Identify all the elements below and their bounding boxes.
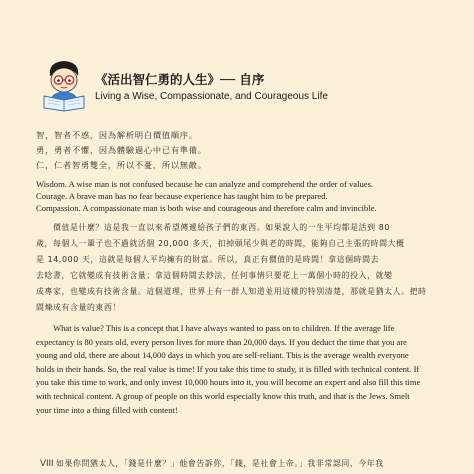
chinese-virtue-line: 仁，仁者智勇雙全，所以不憂，所以無敵。 (36, 160, 207, 170)
chinese-virtue-line: 勇，勇者不懼，因為體驗過心中已有準備。 (36, 145, 207, 155)
paragraph-line: 去唸書，它就變成有技術含量；拿這個時間去鈔法，任何事情只要花上一萬個小時的投入，就變 (36, 271, 393, 280)
paragraph-line: with technical content. A group of people on this world especially know this truth, and that is the Jews. Smelt (36, 390, 410, 401)
english-virtue-line: Courage. A brave man has no fear because experience has taught him to be prepared. (36, 191, 328, 201)
paragraph-line: 是 14,000 天，這就是每個人平均擁有的財富。所以，真正有價值的是時間！拿這個時間去 (36, 255, 380, 264)
continuation-line: 如果你問猶太人，「錢是什麼？」他會告訴你，「錢，是社會上帝。」我非常認同，今年我 (56, 459, 384, 468)
english-virtue-line: Wisdom. A wise man is not confused because he can analyze and comprehend the order of values. (36, 179, 374, 189)
paragraph-line: 間煉成有含量的東西！ (36, 303, 121, 312)
page-number: VIII (40, 458, 54, 468)
chinese-virtue-line: 智，智者不惑，因為解析明白價值順序。 (36, 130, 198, 140)
paragraph-line: you take this time to work, and only invest 10,000 hours into it, you will become an expert and also fill this time (36, 377, 421, 388)
english-virtue-line: Compassion. A compassionate man is both wise and courageous and therefore calm and invincible. (36, 203, 377, 213)
paragraph-line: 價值是什麼？這是我一直以來希望傳遞給孩子們的東西。如果說人的一生平均都是活到 80 (36, 223, 390, 232)
paragraph-line: 歲，每個人一輩子也不過就活個 20,000 多天，扣掉頭尾少與老的時間，能夠自己主張的時間大概 (36, 239, 405, 248)
reading-boy-icon (40, 56, 88, 112)
page-title: 《活出智仁勇的人生》── 自序 (95, 72, 265, 87)
paragraph-line: What is value? This is a concept that I have always wanted to pass on to children. If the average life (36, 323, 395, 333)
paragraph-line: 成專家，也變成有技術含量。這個道理，世界上有一群人知道並用這樣的特別清楚，那就是猶太人。把時 (36, 287, 427, 296)
chinese-paragraph (36, 220, 446, 316)
paragraph-line: expectancy is 80 years old, every person lives for more than 20,000 days. If you deduct the time that you are (36, 336, 407, 347)
paragraph-line: holds in their hands. So, the real value is time! If you take this time to study, it is filled with technical content. If (36, 363, 420, 374)
chinese-virtues (36, 128, 456, 173)
paragraph-line: your time into a thing filled with content! (36, 404, 178, 415)
page-subtitle: Living a Wise, Compassionate, and Courageous Life (95, 91, 328, 102)
english-virtues (36, 178, 456, 214)
english-paragraph (36, 322, 446, 417)
paragraph-line: young and old, there are about 14,000 days in which you are self-reliant. This is the average wealth everyone (36, 350, 409, 361)
